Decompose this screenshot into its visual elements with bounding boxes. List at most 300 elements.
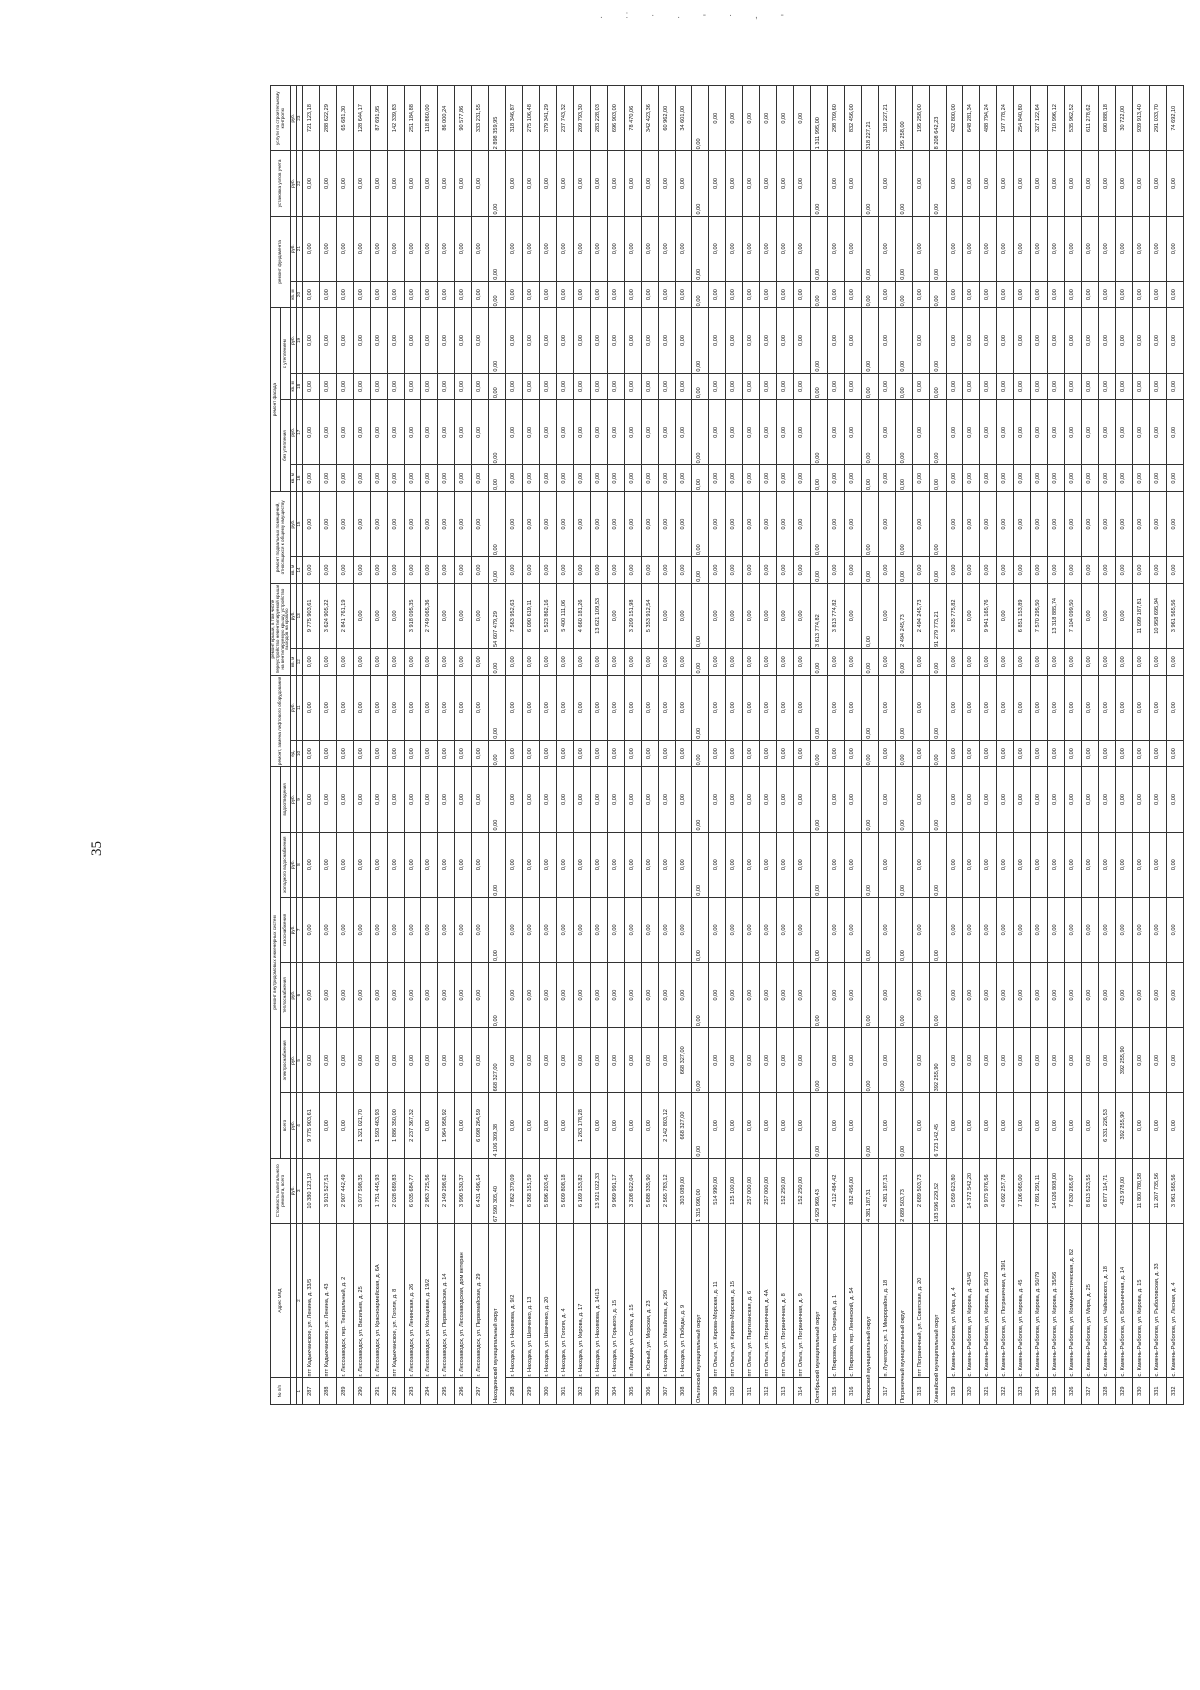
zero-cell: 0,00 (1014, 308, 1031, 373)
col-number: 22 (297, 151, 303, 216)
row-number-cell: 324 (1031, 1378, 1048, 1405)
zero-cell: 0,00 (963, 281, 980, 308)
header-heat: теплоснабжения (281, 962, 291, 1027)
electric-cell: 0,00 (1149, 1028, 1166, 1093)
electric-cell: 0,00 (556, 1028, 573, 1093)
zero-cell: 0,00 (709, 373, 726, 400)
heat-cell: 0,00 (624, 962, 641, 1027)
zero-cell: 0,00 (777, 281, 794, 308)
gas-cell: 0,00 (658, 897, 675, 962)
zero-cell: 0,00 (472, 767, 489, 832)
table-row (1115, 86, 1132, 1405)
electric-cell: 0,00 (692, 1028, 709, 1093)
zero-cell: 0,00 (1082, 400, 1099, 465)
electric-cell: 0,00 (895, 1028, 912, 1093)
zero-cell: 0,00 (946, 151, 963, 216)
row-number-cell: 306 (641, 1378, 658, 1405)
systems-total-cell: 0,00 (336, 1093, 353, 1158)
systems-total-cell: 0,00 (692, 1093, 709, 1158)
zero-cell: 0,00 (387, 216, 404, 281)
row-number-cell: 303 (590, 1378, 607, 1405)
zero-cell: 0,00 (777, 216, 794, 281)
zero-cell: 0,00 (980, 216, 997, 281)
electric-cell: 0,00 (963, 1028, 980, 1093)
zero-cell: 0,00 (489, 740, 506, 767)
zero-cell: 0,00 (353, 557, 370, 584)
control-cost-cell: 254 840,80 (1014, 86, 1031, 151)
zero-cell: 0,00 (743, 308, 760, 373)
gas-cell: 0,00 (777, 897, 794, 962)
unit-cell: руб. (291, 308, 297, 373)
total-cost-cell: 4 929 969,43 (811, 1158, 828, 1223)
zero-cell: 0,00 (1031, 767, 1048, 832)
heat-cell: 0,00 (827, 962, 844, 1027)
unit-cell: руб. (291, 216, 297, 281)
control-cost-cell: 696 903,00 (607, 86, 624, 151)
zero-cell: 0,00 (1065, 373, 1082, 400)
heat-cell: 0,00 (912, 962, 929, 1027)
zero-cell: 0,00 (1082, 465, 1099, 492)
zero-cell: 0,00 (844, 281, 861, 308)
zero-cell: 0,00 (472, 648, 489, 675)
zero-cell: 0,00 (1065, 648, 1082, 675)
zero-cell: 0,00 (794, 740, 811, 767)
zero-cell: 0,00 (912, 557, 929, 584)
zero-cell: 0,00 (590, 767, 607, 832)
control-cost-cell: 721 123,18 (302, 86, 319, 151)
zero-cell: 0,00 (709, 216, 726, 281)
zero-cell: 0,00 (540, 832, 557, 897)
zero-cell: 0,00 (1098, 767, 1115, 832)
row-number-cell: 323 (1014, 1378, 1031, 1405)
zero-cell: 0,00 (1082, 491, 1099, 556)
total-cost-cell: 6 035 684,77 (404, 1158, 421, 1223)
zero-cell: 0,00 (404, 373, 421, 400)
zero-cell: 0,00 (1149, 151, 1166, 216)
systems-total-cell: 0,00 (844, 1093, 861, 1158)
zero-cell: 0,00 (489, 832, 506, 897)
zero-cell: 0,00 (1048, 281, 1065, 308)
systems-total-cell: 0,00 (455, 1093, 472, 1158)
header-total: Стоимость капитального ремонта, всего (271, 1158, 291, 1223)
control-cost-cell: 648 281,34 (963, 86, 980, 151)
zero-cell: 0,00 (1149, 281, 1166, 308)
zero-cell: 0,00 (861, 767, 878, 832)
zero-cell: 0,00 (607, 400, 624, 465)
gas-cell: 0,00 (302, 897, 319, 962)
zero-cell: 0,00 (455, 308, 472, 373)
zero-cell: 0,00 (506, 675, 523, 740)
zero-cell: 0,00 (607, 216, 624, 281)
zero-cell: 0,00 (1065, 557, 1082, 584)
zero-cell: 0,00 (1048, 832, 1065, 897)
table-row (1031, 86, 1048, 1405)
zero-cell: 0,00 (997, 767, 1014, 832)
zero-cell: 0,00 (692, 557, 709, 584)
zero-cell: 0,00 (421, 557, 438, 584)
zero-cell: 0,00 (336, 151, 353, 216)
heat-cell: 0,00 (709, 962, 726, 1027)
zero-cell: 0,00 (692, 373, 709, 400)
zero-cell: 0,00 (1048, 151, 1065, 216)
control-cost-cell: 8 208 642,23 (929, 86, 946, 151)
zero-cell: 0,00 (760, 151, 777, 216)
zero-cell: 0,00 (353, 767, 370, 832)
zero-cell: 0,00 (404, 648, 421, 675)
row-number-cell: 327 (1082, 1378, 1099, 1405)
zero-cell: 0,00 (811, 767, 828, 832)
control-cost-cell: 0,00 (692, 86, 709, 151)
gas-cell: 0,00 (946, 897, 963, 962)
zero-cell: 0,00 (540, 465, 557, 492)
electric-cell: 0,00 (302, 1028, 319, 1093)
zero-cell: 0,00 (556, 281, 573, 308)
address-cell: г. Лесозаводск, ул. Кольцевая, д. 19/2 (421, 1223, 438, 1378)
group-name-cell: Пограничный муниципальный округ (895, 1223, 912, 1404)
zero-cell: 0,00 (387, 308, 404, 373)
zero-cell: 0,00 (658, 740, 675, 767)
roof-cost-cell: 9 775 903,61 (302, 583, 319, 648)
systems-total-cell: 2 142 803,12 (658, 1093, 675, 1158)
zero-cell: 0,00 (1014, 648, 1031, 675)
row-number-cell: 297 (472, 1378, 489, 1405)
zero-cell: 0,00 (1031, 216, 1048, 281)
total-cost-cell: 423 978,00 (1115, 1158, 1132, 1223)
zero-cell: 0,00 (302, 400, 319, 465)
zero-cell: 0,00 (641, 648, 658, 675)
control-cost-cell: 690 888,18 (1098, 86, 1115, 151)
gas-cell: 0,00 (709, 897, 726, 962)
roof-cost-cell: 0,00 (387, 583, 404, 648)
zero-cell: 0,00 (1065, 491, 1082, 556)
zero-cell: 0,00 (556, 400, 573, 465)
zero-cell: 0,00 (641, 491, 658, 556)
zero-cell: 0,00 (980, 400, 997, 465)
zero-cell: 0,00 (794, 767, 811, 832)
zero-cell: 0,00 (421, 740, 438, 767)
zero-cell: 0,00 (878, 557, 895, 584)
zero-cell: 0,00 (963, 648, 980, 675)
address-cell: г. Находка, ул. Кирова, д. 17 (573, 1223, 590, 1378)
systems-total-cell: 0,00 (540, 1093, 557, 1158)
table-row (641, 86, 658, 1405)
zero-cell: 0,00 (997, 216, 1014, 281)
zero-cell: 0,00 (946, 740, 963, 767)
table-row (387, 86, 404, 1405)
zero-cell: 0,00 (844, 740, 861, 767)
roof-cost-cell: 0,00 (997, 583, 1014, 648)
header-row-groups (271, 86, 281, 1405)
heat-cell: 0,00 (590, 962, 607, 1027)
zero-cell: 0,00 (624, 308, 641, 373)
roof-cost-cell: 3 624 905,22 (319, 583, 336, 648)
control-cost-cell: 0,00 (760, 86, 777, 151)
zero-cell: 0,00 (353, 740, 370, 767)
zero-cell: 0,00 (1048, 491, 1065, 556)
col-number: 4 (297, 1093, 303, 1158)
zero-cell: 0,00 (1098, 648, 1115, 675)
row-number-cell: 316 (844, 1378, 861, 1405)
electric-cell: 0,00 (641, 1028, 658, 1093)
roof-cost-cell: 5 523 862,16 (540, 583, 557, 648)
roof-cost-cell: 0,00 (726, 583, 743, 648)
zero-cell: 0,00 (658, 373, 675, 400)
zero-cell: 0,00 (489, 675, 506, 740)
systems-total-cell: 0,00 (556, 1093, 573, 1158)
heat-cell: 0,00 (743, 962, 760, 1027)
systems-total-cell: 0,00 (946, 1093, 963, 1158)
zero-cell: 0,00 (590, 491, 607, 556)
gas-cell: 0,00 (641, 897, 658, 962)
roof-cost-cell: 5 353 912,54 (641, 583, 658, 648)
systems-total-cell: 0,00 (760, 1093, 777, 1158)
zero-cell: 0,00 (760, 308, 777, 373)
control-cost-cell: 710 996,12 (1048, 86, 1065, 151)
zero-cell: 0,00 (658, 400, 675, 465)
zero-cell: 0,00 (675, 216, 692, 281)
zero-cell: 0,00 (336, 832, 353, 897)
zero-cell: 0,00 (760, 767, 777, 832)
gas-cell: 0,00 (438, 897, 455, 962)
table-row (675, 86, 692, 1405)
address-cell: г. Находка, ул. Нахимова, д. 9/2 (506, 1223, 523, 1378)
gas-cell: 0,00 (743, 897, 760, 962)
zero-cell: 0,00 (946, 216, 963, 281)
total-cost-cell: 832 456,00 (844, 1158, 861, 1223)
zero-cell: 0,00 (827, 373, 844, 400)
zero-cell: 0,00 (590, 151, 607, 216)
roof-cost-cell: 3 835 775,82 (946, 583, 963, 648)
zero-cell: 0,00 (1166, 557, 1183, 584)
zero-cell: 0,00 (675, 308, 692, 373)
gas-cell: 0,00 (997, 897, 1014, 962)
row-number-cell: 329 (1115, 1378, 1132, 1405)
zero-cell: 0,00 (336, 308, 353, 373)
zero-cell: 0,00 (540, 740, 557, 767)
zero-cell: 0,00 (1082, 675, 1099, 740)
col-number: 6 (297, 962, 303, 1027)
zero-cell: 0,00 (692, 151, 709, 216)
row-number-cell: 289 (336, 1378, 353, 1405)
control-cost-cell: 87 691,95 (370, 86, 387, 151)
heat-cell: 0,00 (641, 962, 658, 1027)
zero-cell: 0,00 (624, 740, 641, 767)
electric-cell: 0,00 (743, 1028, 760, 1093)
zero-cell: 0,00 (1149, 400, 1166, 465)
gas-cell: 0,00 (912, 897, 929, 962)
gas-cell: 0,00 (1149, 897, 1166, 962)
zero-cell: 0,00 (1166, 740, 1183, 767)
zero-cell: 0,00 (946, 767, 963, 832)
col-number: 18 (297, 373, 303, 400)
zero-cell: 0,00 (590, 281, 607, 308)
zero-cell: 0,00 (370, 216, 387, 281)
total-cost-cell: 5 609 808,18 (556, 1158, 573, 1223)
zero-cell: 0,00 (895, 767, 912, 832)
zero-cell: 0,00 (455, 281, 472, 308)
systems-total-cell: 0,00 (607, 1093, 624, 1158)
zero-cell: 0,00 (760, 465, 777, 492)
heat-cell: 0,00 (1014, 962, 1031, 1027)
zero-cell: 0,00 (929, 308, 946, 373)
control-cost-cell: 432 800,00 (946, 86, 963, 151)
zero-cell: 0,00 (675, 832, 692, 897)
header-elevator: ремонт, замена лифтового оборудования (271, 675, 291, 767)
zero-cell: 0,00 (540, 373, 557, 400)
roof-cost-cell: 13 621 109,53 (590, 583, 607, 648)
zero-cell: 0,00 (523, 740, 540, 767)
gas-cell: 0,00 (844, 897, 861, 962)
zero-cell: 0,00 (1065, 465, 1082, 492)
zero-cell: 0,00 (675, 648, 692, 675)
zero-cell: 0,00 (607, 740, 624, 767)
header-group-services: ремонт внутридомовых инженерных систем (271, 767, 281, 1158)
zero-cell: 0,00 (1132, 557, 1149, 584)
total-cost-cell: 7 106 065,00 (1014, 1158, 1031, 1223)
zero-cell: 0,00 (319, 308, 336, 373)
zero-cell: 0,00 (523, 400, 540, 465)
control-cost-cell: 327 122,64 (1031, 86, 1048, 151)
row-number-cell: 308 (675, 1378, 692, 1405)
control-cost-cell: 298 709,60 (827, 86, 844, 151)
zero-cell: 0,00 (997, 465, 1014, 492)
zero-cell: 0,00 (523, 373, 540, 400)
zero-cell: 0,00 (794, 281, 811, 308)
zero-cell: 0,00 (946, 648, 963, 675)
zero-cell: 0,00 (336, 491, 353, 556)
address-cell: с. Камень-Рыболов, ул. Мира, д. 25 (1082, 1223, 1099, 1378)
zero-cell: 0,00 (506, 648, 523, 675)
heat-cell: 0,00 (1082, 962, 1099, 1027)
zero-cell: 0,00 (472, 557, 489, 584)
electric-cell: 0,00 (540, 1028, 557, 1093)
table-row (1149, 86, 1166, 1405)
group-name-cell: Ханкайский муниципальный округ (929, 1223, 946, 1404)
zero-cell: 0,00 (624, 491, 641, 556)
zero-cell: 0,00 (794, 648, 811, 675)
unit-cell: руб. (291, 151, 297, 216)
gas-cell: 0,00 (1048, 897, 1065, 962)
zero-cell: 0,00 (590, 557, 607, 584)
zero-cell: 0,00 (607, 557, 624, 584)
zero-cell: 0,00 (878, 675, 895, 740)
zero-cell: 0,00 (743, 151, 760, 216)
roof-cost-cell: 13 318 885,74 (1048, 583, 1065, 648)
row-number-cell: 300 (540, 1378, 557, 1405)
zero-cell: 0,00 (878, 648, 895, 675)
total-cost-cell: 1 751 445,93 (370, 1158, 387, 1223)
zero-cell: 0,00 (1115, 400, 1132, 465)
roof-cost-cell: 7 570 295,50 (1031, 583, 1048, 648)
heat-cell: 0,00 (895, 962, 912, 1027)
group-row (489, 86, 506, 1405)
table-row (573, 86, 590, 1405)
zero-cell: 0,00 (760, 373, 777, 400)
zero-cell: 0,00 (438, 675, 455, 740)
zero-cell: 0,00 (370, 400, 387, 465)
zero-cell: 0,00 (556, 557, 573, 584)
roof-cost-cell: 4 660 181,26 (573, 583, 590, 648)
zero-cell: 0,00 (573, 491, 590, 556)
control-cost-cell: 78 470,06 (624, 86, 641, 151)
zero-cell: 0,00 (1065, 281, 1082, 308)
row-number-cell: 305 (624, 1378, 641, 1405)
systems-total-cell: 0,00 (827, 1093, 844, 1158)
gas-cell: 0,00 (878, 897, 895, 962)
zero-cell: 0,00 (675, 151, 692, 216)
zero-cell: 0,00 (506, 281, 523, 308)
zero-cell: 0,00 (472, 216, 489, 281)
control-cost-cell: 142 339,83 (387, 86, 404, 151)
zero-cell: 0,00 (353, 465, 370, 492)
table-row (878, 86, 895, 1405)
heat-cell: 0,00 (370, 962, 387, 1027)
zero-cell: 0,00 (709, 281, 726, 308)
zero-cell: 0,00 (895, 832, 912, 897)
register-sheet (270, 85, 1175, 1405)
zero-cell: 0,00 (540, 151, 557, 216)
zero-cell: 0,00 (980, 675, 997, 740)
zero-cell: 0,00 (946, 557, 963, 584)
zero-cell: 0,00 (1115, 648, 1132, 675)
zero-cell: 0,00 (794, 151, 811, 216)
row-number-cell: 292 (387, 1378, 404, 1405)
row-number-cell: 309 (709, 1378, 726, 1405)
zero-cell: 0,00 (438, 491, 455, 556)
roof-cost-cell: 0,00 (658, 583, 675, 648)
table-row (1014, 86, 1031, 1405)
table-row (590, 86, 607, 1405)
systems-total-cell: 9 775 903,61 (302, 1093, 319, 1158)
header-facade-no-insulation: без утепления (281, 400, 291, 492)
zero-cell: 0,00 (1065, 400, 1082, 465)
zero-cell: 0,00 (658, 216, 675, 281)
zero-cell: 0,00 (489, 308, 506, 373)
zero-cell: 0,00 (912, 740, 929, 767)
zero-cell: 0,00 (302, 557, 319, 584)
roof-cost-cell: 7 104 099,50 (1065, 583, 1082, 648)
zero-cell: 0,00 (997, 400, 1014, 465)
col-number: 13 (297, 583, 303, 648)
zero-cell: 0,00 (760, 832, 777, 897)
gas-cell: 0,00 (1082, 897, 1099, 962)
total-cost-cell: 125 100,00 (726, 1158, 743, 1223)
zero-cell: 0,00 (777, 648, 794, 675)
systems-total-cell: 0,00 (421, 1093, 438, 1158)
zero-cell: 0,00 (1166, 373, 1183, 400)
zero-cell: 0,00 (455, 740, 472, 767)
zero-cell: 0,00 (573, 373, 590, 400)
zero-cell: 0,00 (861, 373, 878, 400)
zero-cell: 0,00 (1048, 216, 1065, 281)
unit-cell: руб. (291, 1158, 297, 1223)
zero-cell: 0,00 (1014, 675, 1031, 740)
zero-cell: 0,00 (1031, 675, 1048, 740)
table-row (1132, 86, 1149, 1405)
zero-cell: 0,00 (827, 740, 844, 767)
zero-cell: 0,00 (1031, 151, 1048, 216)
zero-cell: 0,00 (540, 767, 557, 832)
zero-cell: 0,00 (353, 216, 370, 281)
zero-cell: 0,00 (506, 373, 523, 400)
total-cost-cell: 152 250,00 (794, 1158, 811, 1223)
col-number: 20 (297, 281, 303, 308)
zero-cell: 0,00 (1065, 832, 1082, 897)
zero-cell: 0,00 (319, 832, 336, 897)
roof-cost-cell: 0,00 (878, 583, 895, 648)
zero-cell: 0,00 (929, 648, 946, 675)
zero-cell: 0,00 (844, 151, 861, 216)
